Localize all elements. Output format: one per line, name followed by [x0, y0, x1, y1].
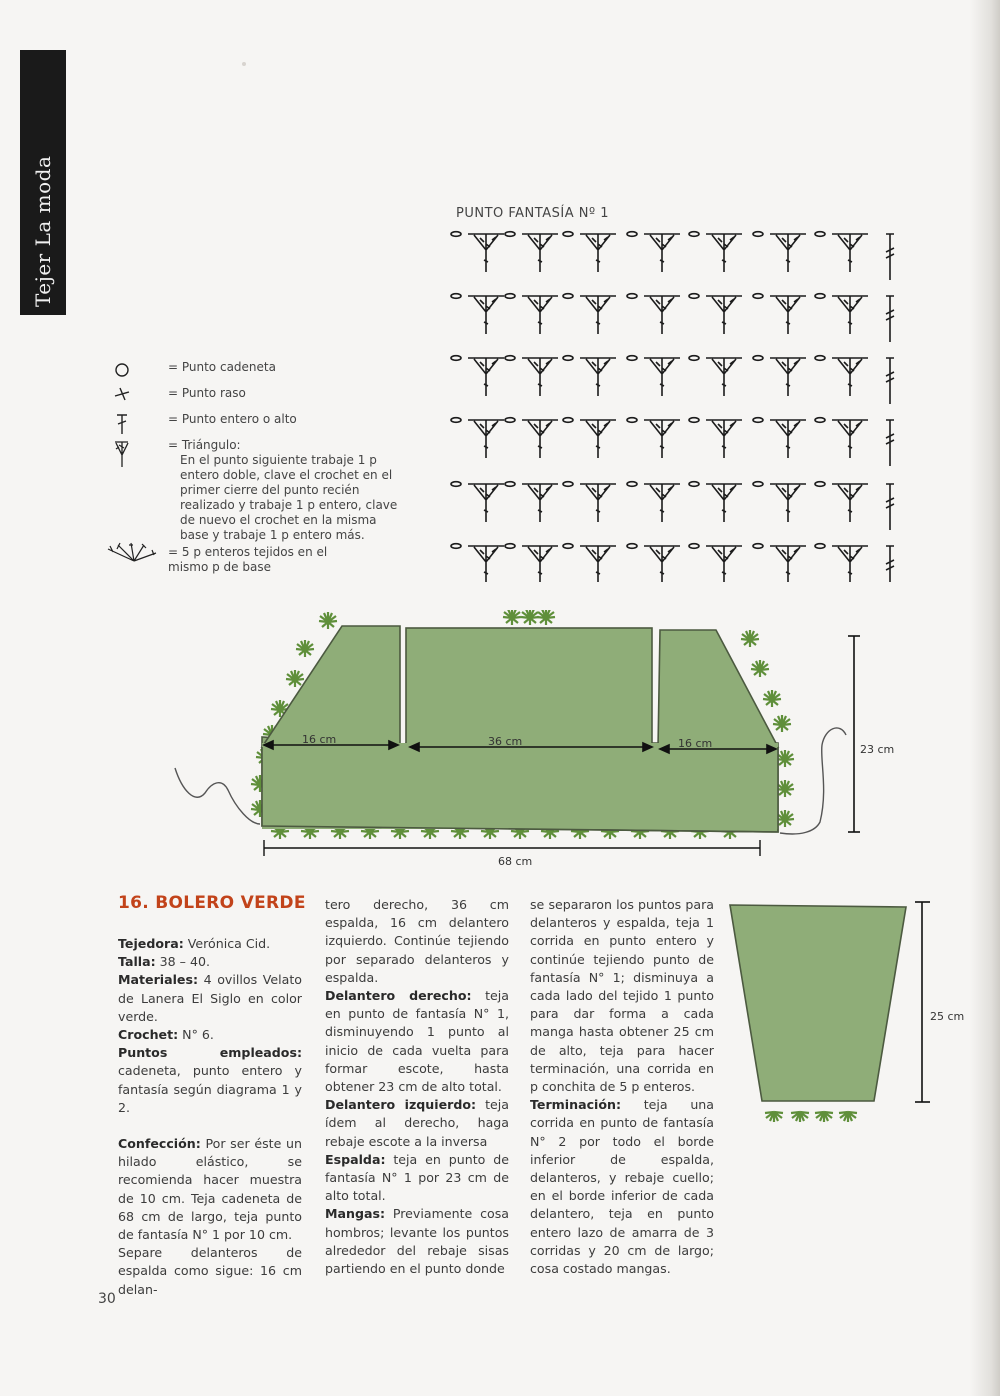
- page-gutter-shadow: [970, 0, 1000, 1396]
- double-crochet-icon: [112, 412, 142, 440]
- legend-item-triangle: [112, 438, 402, 543]
- pattern-construction: Confección: Por ser éste un hilado elástico, se recomienda hacer muestra de 10 cm. Teja cadeneta de 68 cm de largo, teja punto de fantasía N° 1 por 10 cm.: [118, 1136, 302, 1243]
- pattern-text: tero derecho, 36 cm espalda, 16 cm delantero izquierdo. Continúe tejiendo por separado delanteros y espalda.: [325, 897, 509, 985]
- total-width-label: 68 cm: [498, 855, 533, 868]
- legend-label: = Triángulo:: [168, 438, 241, 452]
- pattern-hook: Crochet: N° 6.: [118, 1027, 214, 1043]
- legend-item-slip: [112, 386, 402, 401]
- legend-item-shell: [112, 545, 402, 575]
- stitch-chart: [446, 222, 906, 582]
- page-number: 30: [98, 1291, 116, 1307]
- pattern-sleeves: Mangas: Previamente cosa hombros; levante los puntos alrededor del rebaje sisas partiendo en el punto donde: [325, 1206, 509, 1277]
- right-tie: [780, 728, 846, 834]
- article-column-2: [325, 896, 509, 1278]
- pattern-finishing: Terminación: teja una corrida en punto de fantasía N° 2 por todo el borde inferior de espalda, delanteros, y rebaje cuello; en el borde inferior de cada delantero, teja en punto entero lazo de amarra de 3 corridas y 20 cm de largo; cosa costado mangas.: [530, 1097, 714, 1277]
- pattern-materials: Materiales: 4 ovillos Velato de Lanera El Siglo en color verde.: [118, 972, 302, 1024]
- pattern-left-front: Delantero izquierdo: teja ídem al derecho, haga rebaje escote a la inversa: [325, 1097, 510, 1149]
- left-tie: [175, 768, 260, 824]
- pattern-stitches: Puntos empleados: cadeneta, punto entero y fantasía según diagrama 1 y 2.: [118, 1045, 302, 1115]
- section-tab-label: Tejer La moda: [31, 155, 55, 307]
- legend-item-chain: [112, 360, 402, 375]
- back-panel: [406, 628, 652, 748]
- pattern-knitter: Tejedora: Verónica Cid.: [118, 936, 271, 951]
- pattern-sleeves-cont: se separaron los puntos para delanteros y espalda, teja 1 corrida en punto entero y continúe tejiendo punto de fantasía N° 1; disminuya a cada lado del tejido 1 punto para dar forma a cada manga hasta obtener 25 cm de alto, teja para hacer terminación, una corrida en p conchita de 5 p enteros.: [530, 897, 714, 1095]
- article-column-3: [530, 896, 714, 1278]
- pattern-back: Espalda: teja en punto de fantasía N° 1 por 23 cm de alto total.: [325, 1151, 509, 1204]
- sleeve-panel: [730, 905, 906, 1101]
- sleeve-schematic: [720, 890, 980, 1130]
- bolero-body-schematic: [160, 610, 920, 880]
- lower-body-fill: [262, 743, 778, 829]
- legend-label: = Punto cadeneta: [168, 360, 276, 374]
- legend-description: En el punto siguiente trabaje 1 p entero doble, clave el crochet en el primer cierre del punto recién realizado y trabaje 1 p entero, clave de nuevo el crochet en la misma base y trabaje 1 p entero más.: [180, 453, 398, 542]
- height-label: 23 cm: [860, 743, 895, 756]
- stitch-legend: [112, 360, 402, 586]
- legend-label: = 5 p enteros tejidos en el mismo p de base: [168, 545, 328, 574]
- pattern-size: Talla: 38 – 40.: [118, 954, 211, 970]
- front-left-width-label: 16 cm: [678, 737, 713, 750]
- article-title: 16. BOLERO VERDE: [118, 893, 306, 913]
- shell-stitch-icon: [104, 541, 158, 569]
- legend-item-double-crochet: [112, 412, 402, 427]
- legend-label: = Punto raso: [168, 386, 246, 400]
- legend-label: = Punto entero o alto: [168, 412, 297, 426]
- right-front-panel: [262, 626, 400, 747]
- sleeve-height-label: 25 cm: [930, 1010, 965, 1023]
- stitch-chart-title: PUNTO FANTASÍA Nº 1: [456, 206, 609, 221]
- print-speck: [242, 62, 246, 66]
- back-width-label: 36 cm: [488, 735, 523, 748]
- left-front-panel: [658, 630, 778, 748]
- slip-stitch-icon: [112, 386, 142, 414]
- pattern-construction-cont: Separe delanteros de espalda como sigue: 16 cm delan-: [118, 1245, 302, 1297]
- chain-stitch-icon: [112, 360, 142, 388]
- section-tab: [20, 50, 66, 315]
- triangle-stitch-icon: [112, 438, 142, 468]
- front-right-width-label: 16 cm: [302, 733, 337, 746]
- pattern-right-front: Delantero derecho: teja en punto de fantasía N° 1, disminuyendo 1 punto al inicio de cada vuelta para formar escote, hasta obtener 23 cm de alto total.: [325, 988, 510, 1095]
- article-column-1: [118, 935, 302, 1299]
